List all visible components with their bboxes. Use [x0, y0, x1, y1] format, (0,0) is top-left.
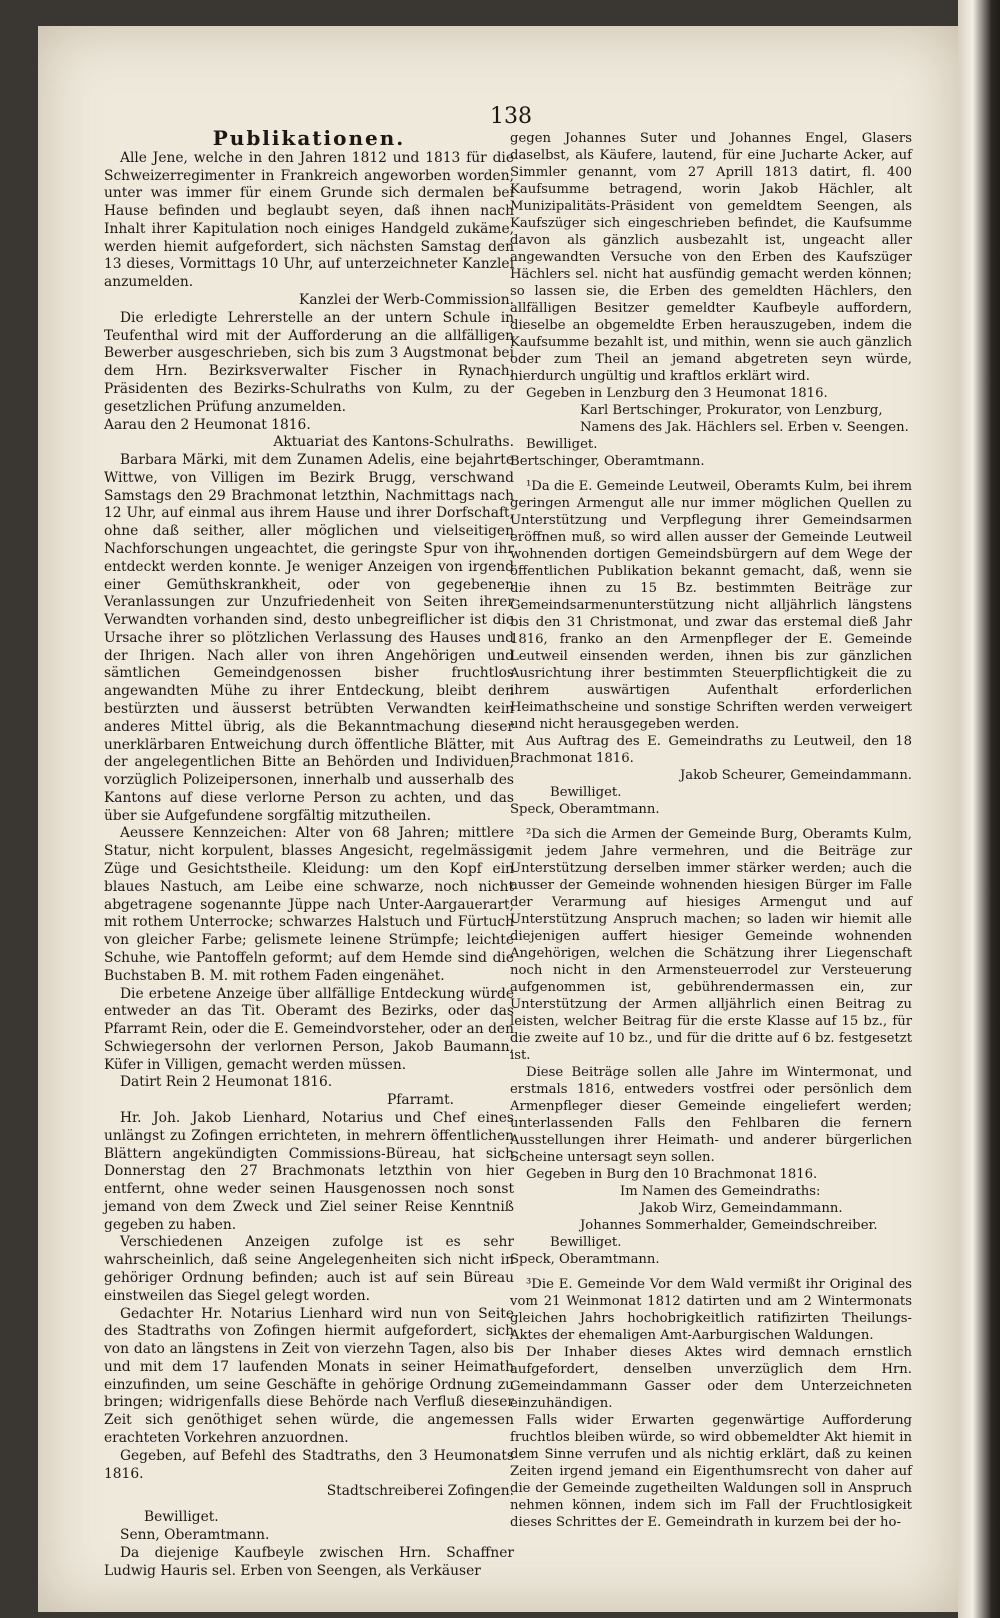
approval: Bewilliget. [550, 785, 622, 800]
approval: Bewilliget. [550, 1235, 622, 1250]
notice-lienhard: Hr. Joh. Jakob Lienhard, Notarius und Chef eines unlängst zu Zofingen errichteten, in mehrern öffentlichen Blättern angekündigten Commissions-Büreau, hat sich Donnerstag den 27 Brachmonats letzthin von hier entfernt, ohne weder seinen Hausgenossen noch sonst jemand von dem Zweck und Ziel seiner Reise Kenntniß gegeben zu haben. [104, 1109, 514, 1233]
notice-lehrerstelle: Die erledigte Lehrerstelle an der untern Schule in Teufenthal wird mit der Aufforderung an die allfälligen Bewerber ausgeschrieben, sich bis zum 3 Augstmonat bei dem Hrn. Bezirksverwalter Fischer in Rynach, Präsidenten des Bezirks-Schulraths von Kulm, zu der gesetzlichen Prüfung anzumelden. [104, 309, 514, 415]
dateline: Datirt Rein 2 Heumonat 1816. [120, 1074, 333, 1091]
right-column [510, 130, 912, 1531]
notice-kaufbeyle: Da diejenige Kaufbeyle zwischen Hrn. Schaffner Ludwig Hauris sel. Erben von Seengen, als Verkäuser [104, 1544, 514, 1579]
signature: Im Namen des Gemeindraths: [620, 1184, 821, 1199]
official: Bertschinger, Oberamtmann. [510, 454, 705, 469]
notice-vor-dem-wald-2: Der Inhaber dieses Aktes wird demnach ernstlich aufgefordert, denselben unverzüglich dem Hrn. Gemeindammann Gasser oder dem Unterzeichneten einzuhändigen. [510, 1345, 912, 1411]
signature: Karl Bertschinger, Prokurator, von Lenzburg, [580, 403, 883, 418]
signature: Pfarramt. [386, 1092, 454, 1109]
notice-lienhard-3: Gedachter Hr. Notarius Lienhard wird nun von Seite des Stadtraths von Zofingen hiermit aufgefordert, sich von dato an längstens in Zeit von vierzehn Tagen, also bis und mit dem 17 laufenden Monats in seiner Heimath einzufinden, um seine Geschäfte in gehörige Ordnung zu bringen; widrigenfalls diese Behörde nach Verfluß dieser Zeit sich genöthiget sehen würde, die angemessen erachteten Vorkehren anzuordnen. [104, 1305, 514, 1447]
dateline: Aus Auftrag des E. Gemeindraths zu Leutweil, den 18 Brachmonat 1816. [510, 734, 912, 766]
signature: Aktuariat des Kantons-Schulraths. [273, 434, 514, 451]
notice-burg: ²Da sich die Armen der Gemeinde Burg, Oberamts Kulm, mit jedem Jahre vermehren, und die Beiträge zur Unterstützung derselben immer stärker werden; auch die ausser der Gemeinde wohnenden hiesigen Bürger im Falle der Verarmung auf hiesiges Armengut und auf Unterstützung Anspruch machen; so laden wir hiemit alle diejenigen auffert hiesiger Gemeinde wohnenden Angehörigen, welchen die Schätzung ihrer Liegenschaft noch nicht in den Armensteuerrodel zur Versteuerung aufgenommen ist, gebührendermassen ein, zur Unterstützung der Armen alljährlich einen Beitrag zu leisten, welcher Beitrag für die erste Klasse auf 15 bz., für die zweite auf 10 bz., und für die dritte auf 6 bz. festgesetzt ist. [510, 827, 912, 1063]
dateline: Gegeben in Burg den 10 Brachmonat 1816. [526, 1167, 818, 1182]
signature: Jakob Wirz, Gemeindammann. [640, 1201, 843, 1216]
book-spine [958, 0, 1000, 1618]
page-number: 138 [490, 104, 532, 129]
official: Speck, Oberamtmann. [510, 802, 660, 817]
signature: Stadtschreiberei Zofingen. [326, 1483, 514, 1500]
left-column [104, 126, 514, 1580]
dateline: Aarau den 2 Heumonat 1816. [104, 416, 311, 433]
approval: Bewilliget. [526, 437, 598, 452]
signature: Kanzlei der Werb-Commission. [299, 292, 514, 309]
dateline: Gegeben in Lenzburg den 3 Heumonat 1816. [526, 386, 828, 401]
section-heading: Publikationen. [212, 126, 406, 150]
notice-vor-dem-wald-3: Falls wider Erwarten gegenwärtige Aufforderung fruchtlos bleiben würde, so wird obbemeldter Akt hiemit in dem Sinne verrufen und als nichtig erklärt, daß zu keinen Zeiten irgend jemand ein Eigenthumsrecht von daher auf die der Gemeinde zugetheilten Waldungen soll in Anspruch nehmen können, indem sich im Fall der Fruchtlosigkeit dieses Schrittes der E. Gemeindrath in kurzem bei der ho- [510, 1413, 912, 1530]
notice-burg-2: Diese Beiträge sollen alle Jahre im Wintermonat, und erstmals 1816, entweders vostfrei oder persönlich dem Armenpfleger dieser Gemeinde eingeliefert werden; unterlassenden Falls den Fehlbaren die fernern Ausstellungen ihrer Heimath- und anderer bürgerlichen Scheine untersagt seyn sollen. [510, 1065, 912, 1165]
notice-vermisst-anzeige: Die erbetene Anzeige über allfällige Entdeckung würde entweder an das Tit. Oberamt des Bezirks, oder das Pfarramt Rein, oder die E. Gemeindvorsteher, oder an den Schwiegersohn der verlornen Person, Jakob Baumann, Küfer in Villigen, gemacht werden müssen. [104, 985, 514, 1073]
signature: Jakob Scheurer, Gemeindammann. [680, 768, 912, 783]
notice-lienhard-2: Verschiedenen Anzeigen zufolge ist es sehr wahrscheinlich, daß seine Angelegenheiten sich nicht in gehöriger Ordnung befinden; auch ist auf sein Büreau einstweilen das Siegel gelegt worden. [104, 1234, 514, 1304]
official: Speck, Oberamtmann. [510, 1252, 660, 1267]
signature: Johannes Sommerhalder, Gemeindschreiber. [580, 1218, 878, 1233]
notice-werbung: Alle Jene, welche in den Jahren 1812 und 1813 für die Schweizerregimenter in Frankreich angeworben worden, unter was immer für einem Grunde sich dermalen bei Hause befinden und beglaubt seyen, daß ihnen nach Inhalt ihrer Kapitulation noch einiges Handgeld zukäme, werden hiemit aufgefordert, sich nächsten Samstag den 13 dieses, Vormittags 10 Uhr, auf unterzeichneter Kanzlei anzumelden. [104, 149, 514, 291]
notice-vermisst: Barbara Märki, mit dem Zunamen Adelis, eine bejahrte Wittwe, von Villigen im Bezirk Brugg, verschwand Samstags den 29 Brachmonat letzthin, Nachmittags nach 12 Uhr, auf einmal aus ihrem Hause und ihrer Dorfschaft, ohne daß seither, aller möglichen und vielseitigen Nachforschungen ungeachtet, die geringste Spur von ihr entdeckt werden konnte. Je weniger Anzeigen von irgend einer Gemüthskrankheit, oder von gegebenen Veranlassungen zur Unzufriedenheit von Seiten ihrer Verwandten vorhanden sind, desto unbegreiflicher ist die Ursache ihrer so plötzlichen Verlassung des Hauses und der Ihrigen. Nach aller von ihren Angehörigen und sämtlichen Gemeindgenossen bisher fruchtlos angewandten Mühe zu ihrer Entdeckung, bleibt den bestürzten und äusserst betrübten Verwandten kein anderes Mittel übrig, als die Bekanntmachung dieser unerklärbaren Entweichung durch öffentliche Blätter, mit der angelegentlichen Bitte an Behörden und Individuen, vorzüglich Polizeipersonen, innerhalb und ausserhalb des Kantons auf diese verlorne Person zu achten, und das über sie Aufgefundene sorgfältig mitzutheilen. [104, 452, 514, 824]
official: Senn, Oberamtmann. [120, 1526, 270, 1543]
notice-leutweil: ¹Da die E. Gemeinde Leutweil, Oberamts Kulm, bei ihrem geringen Armengut alle nur immer möglichen Quellen zu Unterstützung und Verpflegung ihrer Gemeindsarmen eröffnen muß, so wird allen ausser der Gemeinde Leutweil wohnenden dortigen Gemeindsbürgern auf dem Wege der öffentlichen Publikation bekannt gemacht, daß, wenn sie die ihnen zu 15 Bz. bestimmten Beiträge zur Gemeindsarmenunterstützung nicht alljährlich längstens bis den 31 Christmonat, und zwar das erstemal dieß Jahr 1816, franko an den Armenpfleger der E. Gemeinde Leutweil einsenden werden, ihnen bis zur gänzlichen Ausrichtung ihrer bestimmten Steuerpflichtigkeit die zu ihrem auswärtigen Aufenthalt erforderlichen Heimathscheine und sonstige Schriften werden verweigert und nicht herausgegeben werden. [510, 479, 912, 732]
approval: Bewilliget. [144, 1509, 219, 1526]
signature: Namens des Jak. Hächlers sel. Erben v. Seengen. [580, 420, 909, 435]
notice-kaufbeyle-cont: gegen Johannes Suter und Johannes Engel, Glasers daselbst, als Käufere, lautend, für eine Jucharte Acker, auf Simmler genannt, vom 27 Aprill 1813 datirt, fl. 400 Kaufsumme betragend, worin Jakob Hächler, alt Munizipalitäts-Präsident von gemeldtem Seengen, als Kaufszüger sich eingeschrieben befindet, die Kaufsumme davon als gänzlich ausbezahlt ist, ungeacht aller angewandten Versuche von den Erben des Kaufszüger Hächlers sel. nicht hat ausfündig gemacht werden können; so lassen sie, die Erben des gemeldten Hächlers, den allfälligen Besitzer gemeldter Kaufbeyle auffordern, dieselbe an obgemeldte Erben herauszugeben, indem die Kaufsumme bezahlt ist, und mithin, wenn sie auch gänzlich oder zum Theil an jemand abgetreten seyn würde, hierdurch ungültig und kraftlos erklärt wird. [510, 131, 912, 384]
dateline: Gegeben, auf Befehl des Stadtraths, den 3 Heumonats 1816. [104, 1447, 514, 1482]
notice-vor-dem-wald: ³Die E. Gemeinde Vor dem Wald vermißt ihr Original des vom 21 Weinmonat 1812 datirten und am 2 Wintermonats gleichen Jahrs hochobrigkeitlich ratifizirten Theilungs-Aktes der ehemaligen Amt-Aarburgischen Waldungen. [510, 1277, 912, 1343]
notice-vermisst-kennzeichen: Aeussere Kennzeichen: Alter von 68 Jahren; mittlere Statur, nicht korpulent, blasses Angesicht, regelmässige Züge und Gesichtstheile. Kleidung: um den Kopf ein blaues Nastuch, am Leibe eine schwarze, noch nicht abgetragene sogenannte Jüppe nach Unter-Aargauerart, mit rothem Unterrocke; schwarzes Halstuch und Fürtuch von gleicher Farbe; gelismete leinene Strümpfe; leichte Schuhe, wie Pantoffeln geformt; auf dem Hemde sind die Buchstaben B. M. mit rothem Faden eingenähet. [104, 825, 514, 984]
